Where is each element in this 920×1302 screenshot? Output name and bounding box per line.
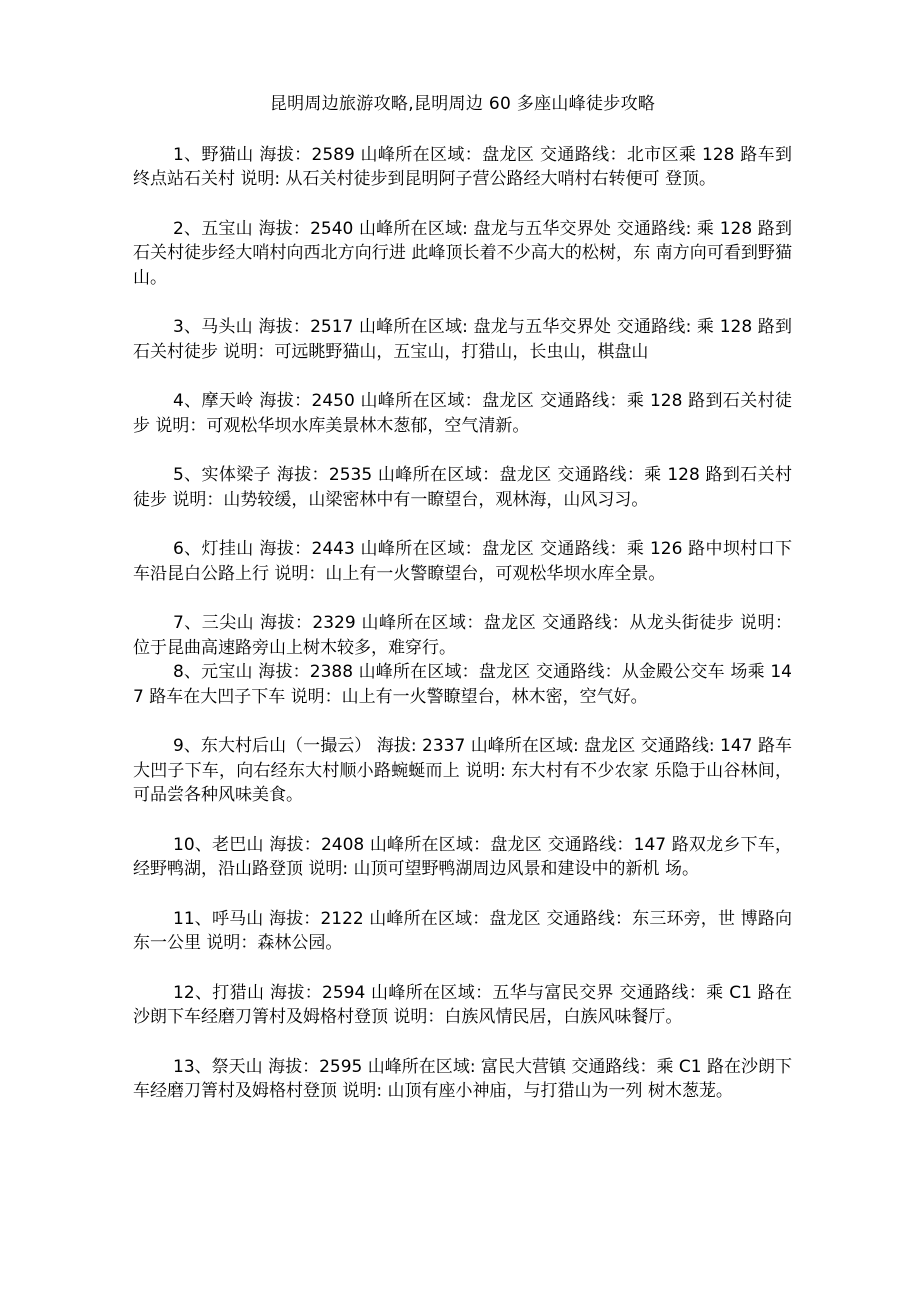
entry-7: 7、三尖山 海拔：2329 山峰所在区域：盘龙区 交通路线：从龙头街徒步 说明：位于昆曲高速路旁山上树木较多，难穿行。 (133, 613, 792, 658)
entry-8: 8、元宝山 海拔：2388 山峰所在区域：盘龙区 交通路线：从金殿公交车 场乘 147 路车在大凹子下车 说明：山上有一火警瞭望台，林木密，空气好。 (133, 662, 792, 707)
entry-2: 2、五宝山 海拔：2540 山峰所在区域: 盘龙与五华交界处 交通路线: 乘 128 路到石关村徒步经大哨村向西北方向行进 此峰顶长着不少高大的松树，东 南方向可看到野猫山。 (133, 218, 792, 288)
entry-5: 5、实体梁子 海拔：2535 山峰所在区域：盘龙区 交通路线：乘 128 路到石关村徒步 说明：山势较缓，山梁密林中有一瞭望台，观林海，山风习习。 (133, 465, 792, 510)
entry-4: 4、摩天岭 海拔：2450 山峰所在区域：盘龙区 交通路线：乘 128 路到石关村徒步 说明：可观松华坝水库美景林木葱郁，空气清新。 (133, 391, 792, 436)
entry-9: 9、东大村后山（一撮云） 海拔: 2337 山峰所在区域: 盘龙区 交通路线: 147 路车大凹子下车，向右经东大村顺小路蜿蜒而上 说明: 东大村有不少农家 乐隐于山谷林间，可品尝各种风味美食。 (133, 736, 792, 805)
entry-10: 10、老巴山 海拔：2408 山峰所在区域：盘龙区 交通路线：147 路双龙乡下车，经野鸭湖，沿山路登顶 说明: 山顶可望野鸭湖周边风景和建设中的新机 场。 (133, 834, 792, 879)
entry-3: 3、马头山 海拔：2517 山峰所在区域: 盘龙与五华交界处 交通路线: 乘 128 路到石关村徒步 说明：可远眺野猫山，五宝山，打猎山，长虫山，棋盘山 (133, 317, 792, 362)
entry-12: 12、打猎山 海拔：2594 山峰所在区域：五华与富民交界 交通路线：乘 C1 路在沙朗下车经磨刀箐村及姆格村登顶 说明：白族风情民居，白族风味餐厅。 (133, 982, 792, 1027)
entry-13: 13、祭天山 海拔：2595 山峰所在区域: 富民大营镇 交通路线：乘 C1 路在沙朗下车经磨刀箐村及姆格村登顶 说明: 山顶有座小神庙，与打猎山为一列 树木葱茏。 (133, 1056, 792, 1101)
entry-1: 1、野猫山 海拔：2589 山峰所在区域：盘龙区 交通路线：北市区乘 128 路车到终点站石关村 说明: 从石关村徒步到昆明阿子营公路经大哨村右转便可 登顶。 (133, 144, 792, 189)
document-title: 昆明周边旅游攻略,昆明周边 60 多座山峰徒步攻略 (269, 94, 656, 114)
entry-11: 11、呼马山 海拔：2122 山峰所在区域：盘龙区 交通路线：东三环旁，世 博路向东一公里 说明：森林公园。 (133, 908, 792, 953)
entry-6: 6、灯挂山 海拔：2443 山峰所在区域：盘龙区 交通路线：乘 126 路中坝村口下车沿昆白公路上行 说明：山上有一火警瞭望台，可观松华坝水库全景。 (133, 539, 792, 584)
